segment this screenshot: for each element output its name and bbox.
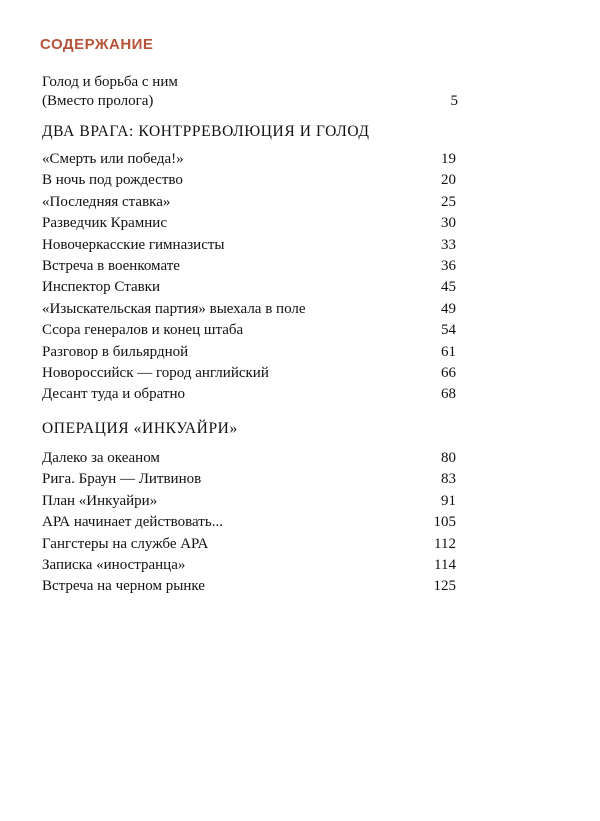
entry-page-number: 112 [434,535,456,552]
entry-title: Инспектор Ставки [42,279,161,296]
entry-page-number: 114 [434,556,456,573]
entry-page-number: 45 [441,279,456,296]
entry-page-number: 105 [433,514,456,531]
toc-title: СОДЕРЖАНИЕ [40,36,154,53]
entry-page-number: 54 [441,322,456,339]
entry-title: Разговор в бильярдной [42,343,189,360]
section-1-entries [42,149,456,406]
entry-page-number: 80 [441,450,456,466]
toc-entry [42,277,456,298]
section-2-entries [42,448,456,598]
entry-page-number: 91 [441,492,456,509]
toc-entry [42,213,456,234]
entry-title: «Последняя ставка» [42,193,171,210]
entry-title: Разведчик Крамнис [42,215,167,232]
entry-page-number: 61 [441,343,456,360]
entry-title: Рига. Браун — Литвинов [42,471,202,488]
toc-entry [42,342,456,363]
prologue-entry [42,73,458,111]
toc-entry [42,512,456,533]
entry-title: Записка «иностранца» [42,556,186,573]
entry-page-number: 68 [441,386,456,403]
toc-entry [42,534,456,555]
entry-title: АРА начинает действовать... [42,514,223,531]
entry-page-number: 19 [441,151,456,167]
entry-title: «Изыскательская партия» выехала в поле [42,300,306,317]
prologue-title-line1: Голод и борьба с ним [42,74,178,90]
entry-page-number: 83 [441,471,456,488]
entry-title: Встреча на черном рынке [42,578,205,595]
entry-page-number: 49 [441,300,456,317]
entry-page-number: 125 [433,578,456,595]
section-heading-2: ОПЕРАЦИЯ «ИНКУАЙРИ» [42,420,238,437]
toc-entry [42,149,456,170]
entry-title: Встреча в военкомате [42,257,180,274]
entry-page-number: 25 [441,193,456,210]
entry-title: Десант туда и обратно [42,386,185,403]
toc-entry [42,576,456,597]
toc-entry [42,299,456,320]
toc-entry [42,256,456,277]
entry-page-number: 33 [441,236,456,253]
entry-title: Новочеркасские гимназисты [42,236,225,253]
toc-entry [42,384,456,405]
toc-entry [42,555,456,576]
prologue-title-line2: (Вместо пролога) [42,93,154,109]
toc-entry [42,235,456,256]
entry-title: Ссора генералов и конец штаба [42,322,244,339]
toc-entry [42,192,456,213]
toc-entry [42,469,456,490]
entry-title: Новороссийск — город английский [42,364,269,381]
toc-entry [42,363,456,384]
entry-page-number: 66 [441,364,456,381]
toc-entry [42,320,456,341]
section-heading-1: ДВА ВРАГА: КОНТРРЕВОЛЮЦИЯ И ГОЛОД [42,123,370,140]
entry-title: Гангстеры на службе АРА [42,535,209,552]
entry-page-number: 36 [441,257,456,274]
entry-page-number: 20 [441,172,456,189]
entry-title: План «Инкуайри» [42,492,158,509]
toc-entry [42,448,456,469]
prologue-page-number: 5 [450,93,458,109]
toc-entry [42,491,456,512]
entry-title: В ночь под рождество [42,172,183,189]
toc-entry [42,170,456,191]
entry-title: «Смерть или победа!» [42,151,184,167]
entry-page-number: 30 [441,215,456,232]
entry-title: Далеко за океаном [42,450,160,466]
